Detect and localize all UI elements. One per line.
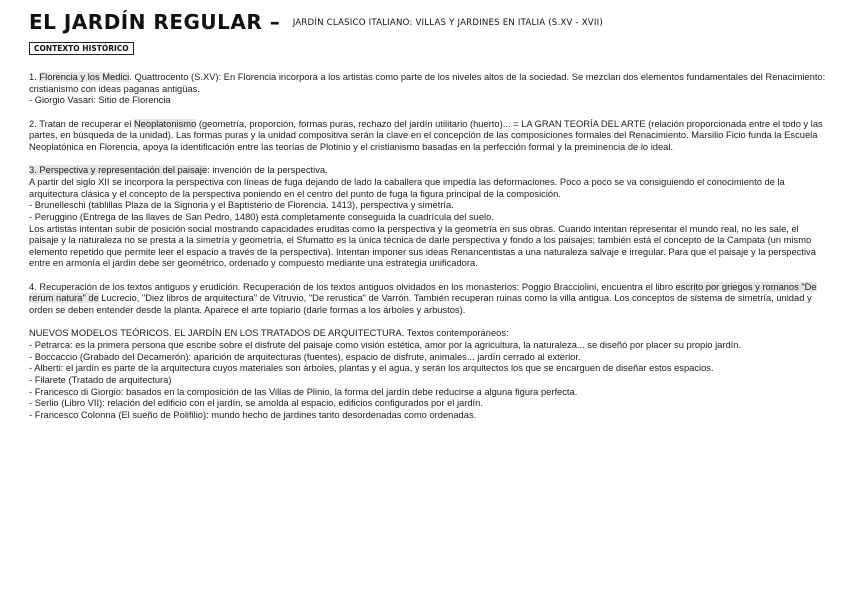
p2-highlight: Neoplatonismo: [133, 118, 197, 129]
p5-heading: NUEVOS MODELOS TEÓRICOS. EL JARDÍN EN LOS TRATADOS DE ARQUITECTURA. Textos contemporáneos:: [29, 328, 509, 339]
page-title: EL JARDÍN REGULAR –: [29, 10, 281, 34]
p1-highlight: Florencia y los Medici: [39, 72, 130, 82]
p2-text: (geometría, proporción, formas puras, rechazo del jardín utilitario (huerto)... = LA GRAN TEORÍA DEL ARTE (relación proporcionada entre el todo y las partes, en búsqueda de la unidad). Las formas puras y la unidad compositiva serán la clave en el concepción de las composiciones formales del Renacimiento. Marsilio Ficio funda la Escuela Neoplatónica en Florencia, apoya la identificación entre las teorías de Plotinio y el cristianismo basadas en la perfección formal y la preminencia de lo ideal.: [29, 118, 823, 152]
list-item: - Alberti: el jardín es parte de la arquitectura cuyos materiales son árboles, plantas y el agua, y serán los arquitectos los que se encarguen de diseñar estos espacios.: [29, 363, 714, 374]
p3-line3: - Brunelleschi (tablillas Plaza de la Signoria y el Baptisterio de Florencia. 1413), perspectiva y simetría.: [29, 200, 454, 211]
list-item: - Petrarca: es la primera persona que escribe sobre el disfrute del paisaje como visión estética, amor por la agricultura, la naturaleza... se diseñó por placer su propio jardín.: [29, 340, 742, 351]
p4-text: Lucrecio, "Diez libros de arquitectura" de Vitruvio, "De rerustica" de Varrón. También recuperan ruinas como la villa antigua. Los conceptos de sistema de simetría, unidad y orden se deben entender desde la planta. Aparece el arte topiario (darle formas a los árboles y arbustos).: [29, 293, 812, 316]
paragraph-3: [29, 165, 829, 270]
p3-line2: A partir del siglo XII se incorpora la perspectiva con líneas de fuga dejando de lado la caballera que impedía las deformaciones. Poco a poco se va consiguiendo el conocimiento de la arquitectura clásica y el concepto de la perspectiva poniendo en el centro del punto de fuga la figura principal de la composición.: [29, 176, 785, 199]
paragraph-4: [29, 282, 829, 317]
notes-body: [29, 72, 829, 433]
list-item: - Boccaccio (Grabado del Decamerón): aparición de arquitecturas (fuentes), espacio de disfrute, animales... jardín cerrado al exterior.: [29, 351, 581, 362]
p2-pre: 2. Tratan de recuperar el: [29, 118, 132, 129]
list-item: - Serlio (Libro VII): relación del edificio con el jardín, se amolda al espacio, edificios configurados por el jardín.: [29, 398, 483, 409]
p3-line4: - Peruggino (Entrega de las llaves de San Pedro, 1480) está completamente conseguida la cuadrícula del suelo.: [29, 211, 494, 222]
page-subtitle: JARDÍN CLASICO ITALIANO: VILLAS Y JARDINES EN ITALIA (S.XV - XVII): [292, 18, 603, 28]
p1-text: . Quattrocento (S.XV): En Florencia incorpora a los artistas como parte de los niveles altos de la sociedad. Se mezclan dos elementos fundamentales del Renacimiento: cristianismo con ideas paganas antigüas.: [29, 72, 826, 94]
p3-text: : invención de la perspectiva.: [207, 165, 328, 176]
paragraph-5: [29, 328, 829, 421]
title-row: [29, 10, 603, 34]
list-item: - Filarete (Tratado de arquitectura): [29, 375, 172, 385]
p1-number: 1.: [29, 72, 37, 82]
section-label: CONTEXTO HISTÓRICO: [29, 42, 134, 55]
p1-line2: - Giorgio Vasari: Sitio de Florencia: [29, 95, 171, 106]
paragraph-1: [29, 72, 829, 107]
list-item: - Francesco Colonna (El sueño de Polifilio): mundo hecho de jardines tanto desordenadas como ordenadas.: [29, 409, 477, 420]
p3-line5: Los artistas intentan subir de posición social mostrando capacidades eruditas como la perspectiva y la geometría en sus obras. Cuando intentan representar el mundo real, no les sale, el paisaje y la naturaleza no se presta a la simetría y geometría, el Sfumatto es la única técnica de darle perspectiva y fondo a los paisajes; también está el concepto de la Campata (un mismo elemento repetido que permite leer el espacio a través de la perspectiva). Intentan imponer sus ideas Renancentistas a una naturaleza salvaje e irregular. Para que el paisaje y la perspectiva entre en armonía el jardín debe ser geométrico, ordenado y compuesto mediante una estrategia unificadora.: [29, 223, 816, 269]
list-item: - Francesco di Giorgio: basados en la composición de las Villas de Plinio, la forma del jardín debe reducirse a alguna figura perfecta.: [29, 386, 578, 397]
p4-pre: 4. Recuperación de los textos antiguos y erudición. Recuperación de los textos antiguos olvidados en los monasterios: Poggio Bracciolini, encuentra el libro: [29, 281, 674, 292]
paragraph-2: [29, 119, 829, 154]
p4-highlight: escrito por griegos y romanos "De rerum natura" de: [29, 281, 817, 304]
p3-highlight: 3. Perspectiva y representación del paisaje: [29, 165, 208, 176]
